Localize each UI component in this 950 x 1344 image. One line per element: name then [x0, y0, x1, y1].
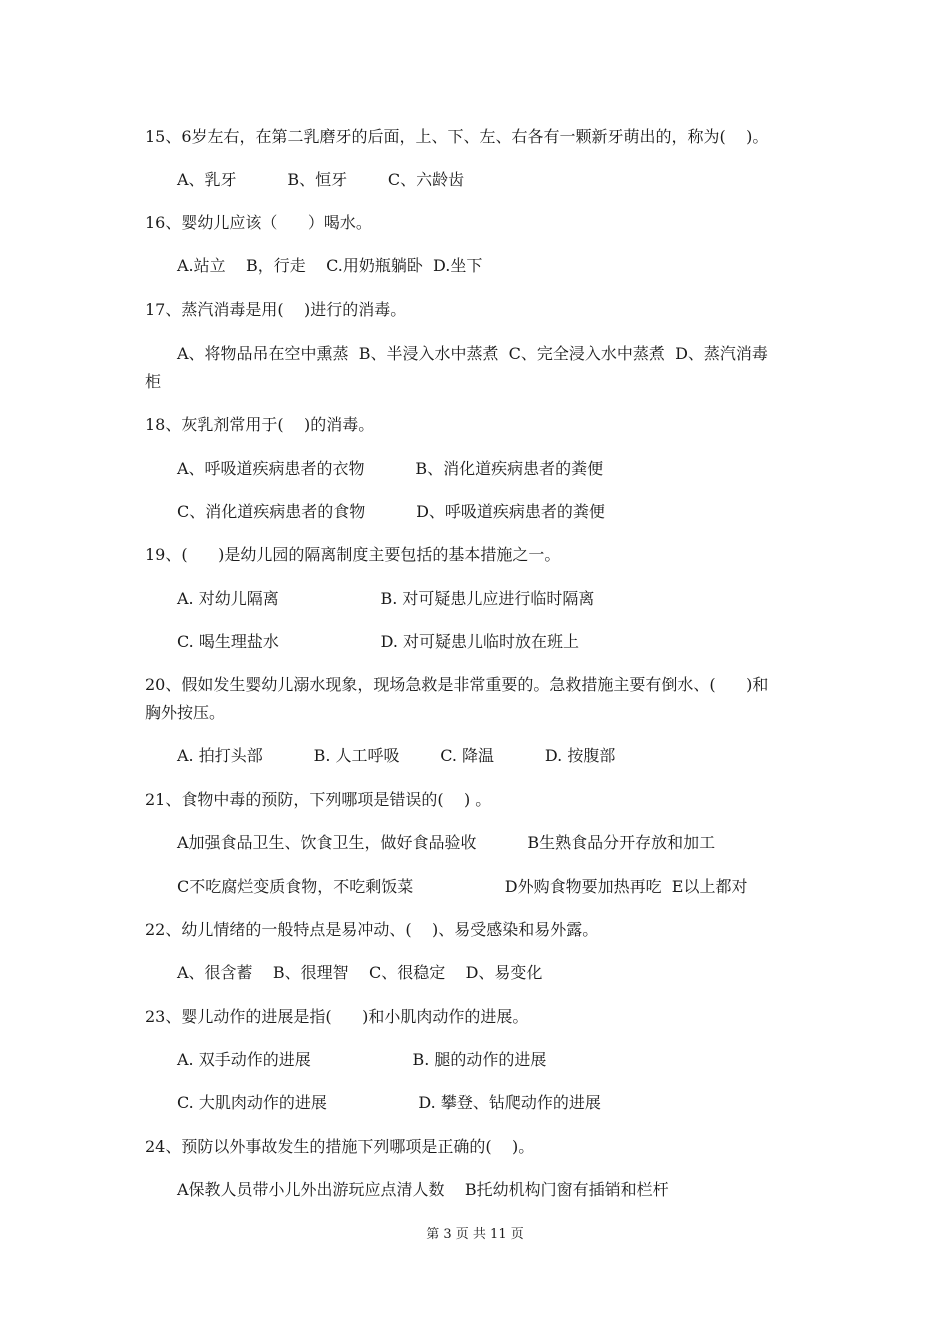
- question-20-options: A. 拍打头部 B. 人工呼吸 C. 降温 D. 按腹部: [177, 746, 616, 765]
- question-19-options: C. 喝生理盐水 D. 对可疑患儿临时放在班上: [177, 632, 579, 651]
- question-24-stem: 24、预防以外事故发生的措施下列哪项是正确的( )。: [145, 1137, 535, 1156]
- question-22-options: A、很含蓄 B、很理智 C、很稳定 D、易变化: [177, 963, 543, 982]
- question-23-options: A. 双手动作的进展 B. 腿的动作的进展: [177, 1050, 547, 1069]
- question-24-options: A保教人员带小儿外出游玩应点清人数 B托幼机构门窗有插销和栏杆: [177, 1180, 669, 1199]
- question-23-options: C. 大肌肉动作的进展 D. 攀登、钻爬动作的进展: [177, 1093, 601, 1112]
- question-15-options: A、乳牙 B、恒牙 C、六龄齿: [177, 170, 465, 189]
- question-21-options: A加强食品卫生、饮食卫生，做好食品验收 B生熟食品分开存放和加工: [177, 833, 716, 852]
- question-15-stem: 15、6岁左右，在第二乳磨牙的后面，上、下、左、右各有一颗新牙萌出的，称为( )。: [145, 127, 769, 146]
- question-17-options: 柜: [145, 372, 162, 391]
- question-19-options: A. 对幼儿隔离 B. 对可疑患儿应进行临时隔离: [177, 589, 595, 608]
- question-20-stem: 胸外按压。: [145, 703, 226, 722]
- question-20-stem: 20、假如发生婴幼儿溺水现象，现场急救是非常重要的。急救措施主要有倒水、( )和: [145, 675, 769, 694]
- question-16-stem: 16、婴幼儿应该（ ）喝水。: [145, 213, 372, 232]
- question-19-stem: 19、( )是幼儿园的隔离制度主要包括的基本措施之一。: [145, 545, 561, 564]
- question-23-stem: 23、婴儿动作的进展是指( )和小肌肉动作的进展。: [145, 1007, 529, 1026]
- question-18-options: C、消化道疾病患者的食物 D、呼吸道疾病患者的粪便: [177, 502, 605, 521]
- question-17-options: A、将物品吊在空中熏蒸 B、半浸入水中蒸煮 C、完全浸入水中蒸煮 D、蒸汽消毒: [177, 344, 768, 363]
- question-21-stem: 21、食物中毒的预防，下列哪项是错误的( ) 。: [145, 790, 492, 809]
- question-21-options: C不吃腐烂变质食物，不吃剩饭菜 D外购食物要加热再吃 E以上都对: [177, 877, 748, 896]
- question-22-stem: 22、幼儿情绪的一般特点是易冲动、( )、易受感染和易外露。: [145, 920, 599, 939]
- page-footer: 第 3 页 共 11 页: [426, 1227, 524, 1242]
- question-18-stem: 18、灰乳剂常用于( )的消毒。: [145, 415, 375, 434]
- question-17-stem: 17、蒸汽消毒是用( )进行的消毒。: [145, 300, 407, 319]
- question-18-options: A、呼吸道疾病患者的衣物 B、消化道疾病患者的粪便: [177, 459, 604, 478]
- question-16-options: A.站立 B，行走 C.用奶瓶躺卧 D.坐下: [177, 256, 483, 275]
